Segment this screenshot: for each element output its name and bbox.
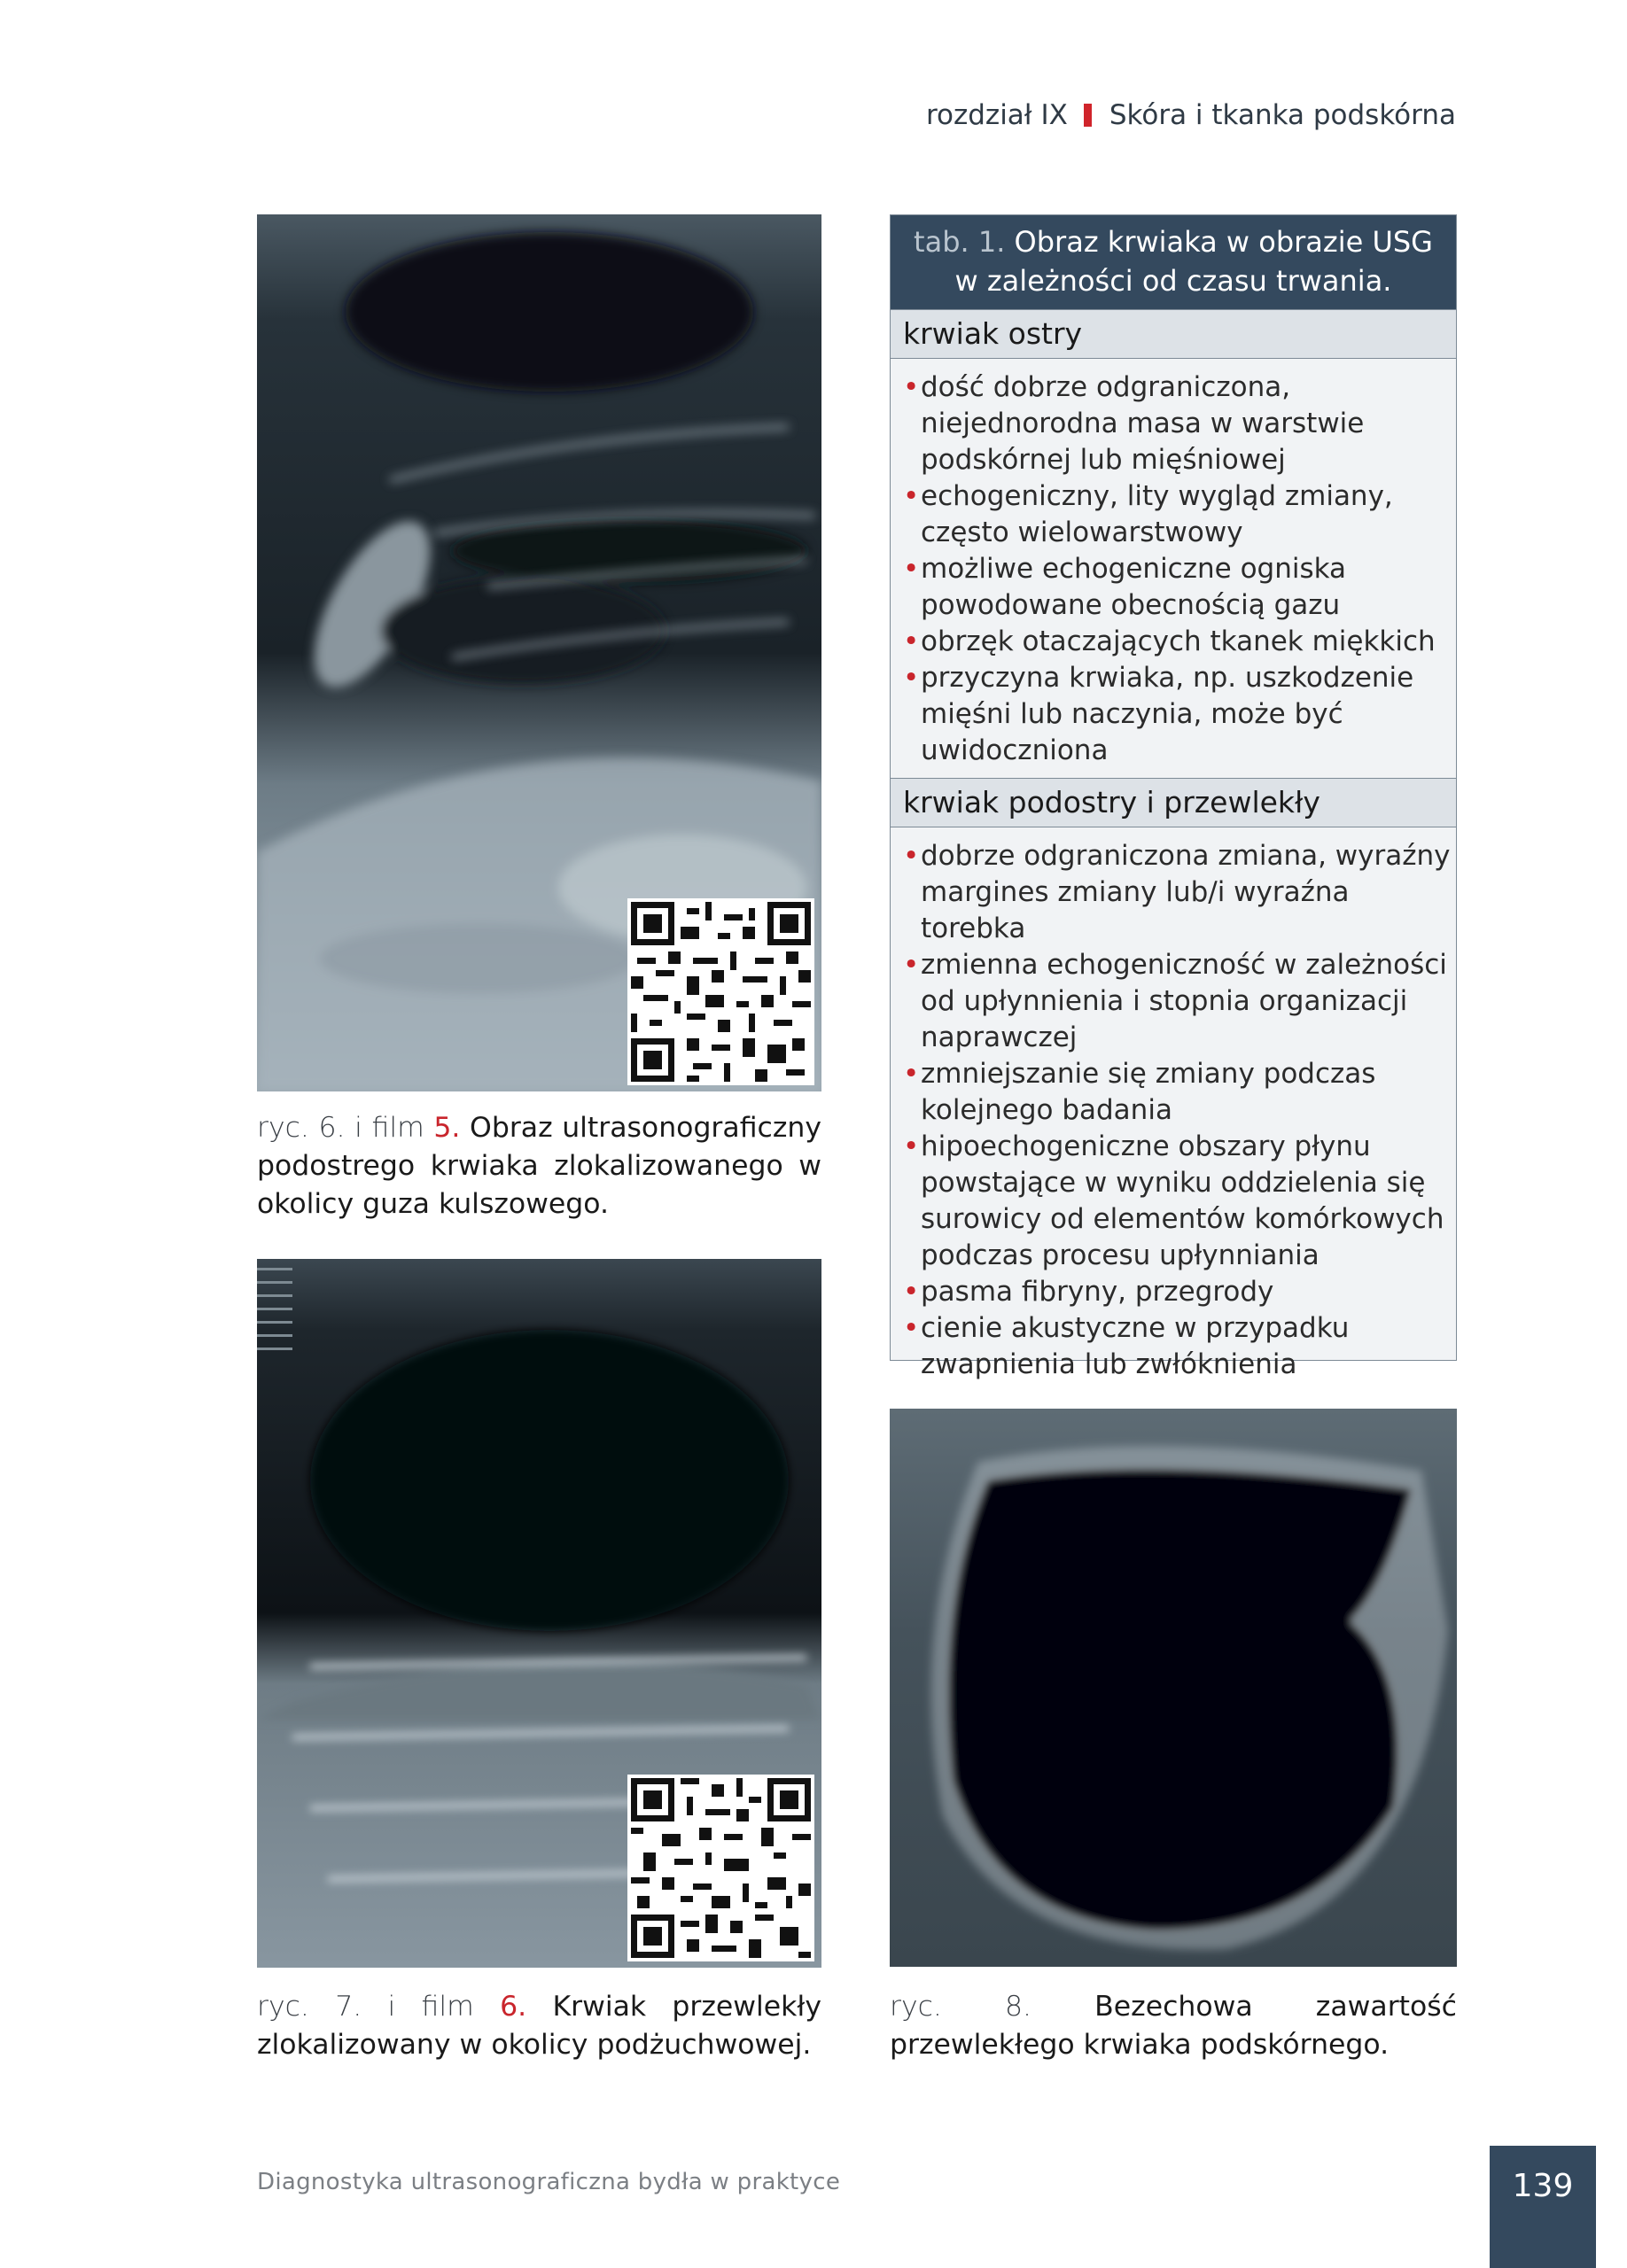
- figure-ref: ryc. 6. i film: [257, 1112, 424, 1144]
- running-header: [926, 99, 1456, 131]
- qr-code-fig6[interactable]: [627, 898, 814, 1085]
- chapter-label: rozdział IX: [925, 99, 1068, 131]
- list-item: • przyczyna krwiaka, np. uszkodzenie mięśni lub naczynia, może być uwidoczniona: [903, 660, 1451, 769]
- ultrasound-image-fig7: [257, 1259, 821, 1968]
- ultrasound-image-fig6: [257, 214, 821, 1091]
- figure-caption-fig7: [257, 1988, 821, 2064]
- figure-caption-fig6: [257, 1109, 821, 1223]
- film-ref[interactable]: 5.: [433, 1112, 461, 1144]
- table-section-list: [891, 359, 1456, 778]
- table-section-list: [891, 827, 1456, 1392]
- table-title: [891, 215, 1456, 309]
- figure-ref: ryc. 8.: [890, 1991, 1032, 2023]
- list-item: • dość dobrze odgraniczona, niejednorodna masa w warstwie podskórnej lub mięśniowej: [903, 369, 1451, 478]
- table-label: tab. 1.: [914, 225, 1006, 259]
- table-sections: [891, 309, 1456, 1392]
- book-title-footer: Diagnostyka ultrasonograficzna bydła w praktyce: [257, 2169, 841, 2195]
- list-item: • echogeniczny, lity wygląd zmiany, często wielowarstwowy: [903, 478, 1451, 551]
- list-item: • zmienna echogeniczność w zależności od upłynnienia i stopnia organizacji naprawczej: [903, 947, 1451, 1056]
- ultrasound-image-fig8: [890, 1409, 1457, 1967]
- figure-caption-fig8: [890, 1988, 1457, 2064]
- list-item: • zmniejszanie się zmiany podczas kolejnego badania: [903, 1056, 1451, 1129]
- caption-text: Obraz ultrasonograficzny podostrego krwiaka zlokalizowanego w okolicy guza kulszowego.: [257, 1112, 821, 1220]
- list-item: • hipoechogeniczne obszary płynu powstające w wyniku oddzielenia się surowicy od elementów komórkowych podczas procesu upłynniania: [903, 1129, 1451, 1274]
- list-item: • pasma fibryny, przegrody: [903, 1274, 1451, 1310]
- list-item: • obrzęk otaczających tkanek miękkich: [903, 624, 1451, 660]
- film-ref[interactable]: 6.: [500, 1991, 527, 2023]
- table-section-heading: krwiak ostry: [891, 309, 1456, 359]
- list-item: • dobrze odgraniczona zmiana, wyraźny margines zmiany lub/i wyraźna torebka: [903, 838, 1451, 947]
- caption-text: Krwiak przewlekły zlokalizowany w okolicy podżuchwowej.: [257, 1991, 822, 2061]
- table-title-text: Obraz krwiaka w obrazie USG w zależności od czasu trwania.: [954, 225, 1433, 298]
- caption-text: Bezechowa zawartość przewlekłego krwiaka podskórnego.: [890, 1991, 1457, 2061]
- list-item: • możliwe echogeniczne ogniska powodowane obecnością gazu: [903, 551, 1451, 624]
- figure-ref: ryc. 7. i film: [257, 1991, 474, 2023]
- section-label: Skóra i tkanka podskórna: [1109, 99, 1456, 131]
- list-item: • cienie akustyczne w przypadku zwapnienia lub zwłóknienia: [903, 1310, 1451, 1383]
- page-number: 139: [1490, 2146, 1596, 2268]
- hematoma-table: [890, 214, 1457, 1380]
- table-section-heading: krwiak podostry i przewlekły: [891, 778, 1456, 827]
- header-separator: [1084, 104, 1092, 127]
- qr-code-fig7[interactable]: [627, 1775, 814, 1961]
